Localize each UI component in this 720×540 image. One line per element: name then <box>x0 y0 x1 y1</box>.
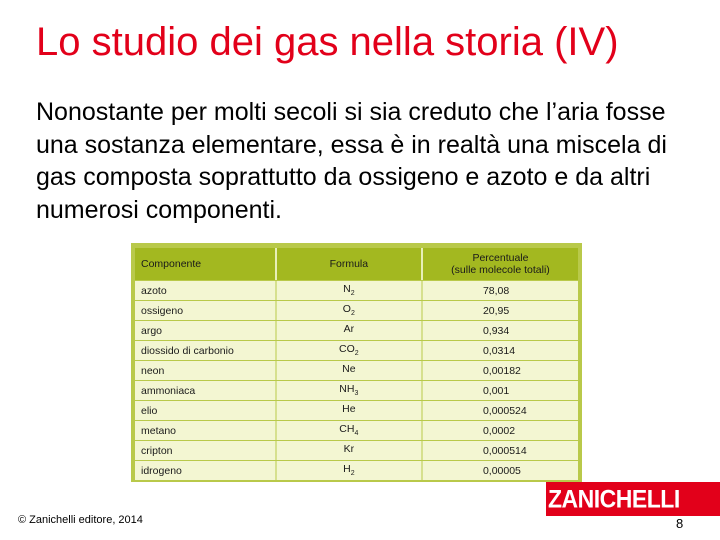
table-row <box>135 321 578 340</box>
formula-base: Kr <box>343 443 355 456</box>
component-percent: 0,00182 <box>423 361 578 380</box>
component-formula <box>277 341 423 360</box>
component-percent: 20,95 <box>423 301 578 320</box>
formula-base: CH <box>339 423 355 436</box>
component-percent: 0,000514 <box>423 441 578 460</box>
copyright-footer: © Zanichelli editore, 2014 <box>18 514 143 526</box>
table-row <box>135 441 578 460</box>
formula-subscript: 2 <box>350 290 355 298</box>
component-percent: 0,934 <box>423 321 578 340</box>
table-row <box>135 361 578 380</box>
component-name: diossido di carbonio <box>135 341 277 360</box>
component-name: azoto <box>135 281 277 300</box>
formula-subscript: 2 <box>354 350 359 358</box>
formula-base: He <box>342 403 356 416</box>
table-row <box>135 381 578 400</box>
component-name: ammoniaca <box>135 381 277 400</box>
formula-subscript: 2 <box>350 310 355 318</box>
slide-title: Lo studio dei gas nella storia (IV) <box>36 20 619 64</box>
formula-base: CO <box>339 343 355 356</box>
formula-subscript: 4 <box>354 430 359 438</box>
component-percent: 78,08 <box>423 281 578 300</box>
component-name: cripton <box>135 441 277 460</box>
formula-base: N <box>343 283 351 296</box>
table-row <box>135 301 578 320</box>
table-row <box>135 421 578 440</box>
table-body <box>135 281 578 480</box>
component-formula <box>277 401 423 420</box>
component-percent: 0,00005 <box>423 461 578 480</box>
header-formula: Formula <box>277 248 423 280</box>
formula-subscript: 2 <box>350 470 355 478</box>
component-formula <box>277 281 423 300</box>
header-percent-title: Percentuale <box>472 252 529 264</box>
slide-body-text: Nonostante per molti secoli si sia creduto che l’aria fosse una sostanza elementare, essa è in realtà una miscela di gas composta soprattutto da ossigeno e azoto e da altri numerosi componenti. <box>36 98 667 224</box>
component-percent: 0,0002 <box>423 421 578 440</box>
header-component: Componente <box>135 248 277 280</box>
component-formula <box>277 461 423 480</box>
component-formula <box>277 441 423 460</box>
component-percent: 0,001 <box>423 381 578 400</box>
formula-base: O <box>342 303 351 316</box>
component-name: idrogeno <box>135 461 277 480</box>
table-row <box>135 401 578 420</box>
formula-base: Ar <box>343 323 355 336</box>
component-name: elio <box>135 401 277 420</box>
header-percent-note: (sulle molecole totali) <box>451 264 550 276</box>
table-header-row <box>135 248 578 280</box>
component-percent: 0,000524 <box>423 401 578 420</box>
logo-text: ZANICHELLI <box>548 484 680 513</box>
table-row <box>135 281 578 300</box>
component-percent: 0,0314 <box>423 341 578 360</box>
table-row <box>135 341 578 360</box>
formula-base: Ne <box>342 363 356 376</box>
component-name: metano <box>135 421 277 440</box>
component-name: argo <box>135 321 277 340</box>
component-formula <box>277 321 423 340</box>
component-formula <box>277 381 423 400</box>
component-formula <box>277 361 423 380</box>
formula-base: NH <box>339 383 355 396</box>
page-number: 8 <box>676 516 684 531</box>
component-formula <box>277 301 423 320</box>
component-name: ossigeno <box>135 301 277 320</box>
formula-base: H <box>343 463 351 476</box>
table-row <box>135 461 578 480</box>
gas-table <box>135 247 578 481</box>
component-name: neon <box>135 361 277 380</box>
zanichelli-logo <box>546 482 720 516</box>
formula-subscript: 3 <box>354 390 359 398</box>
air-composition-table <box>131 243 582 482</box>
component-formula <box>277 421 423 440</box>
header-percent <box>423 248 578 280</box>
